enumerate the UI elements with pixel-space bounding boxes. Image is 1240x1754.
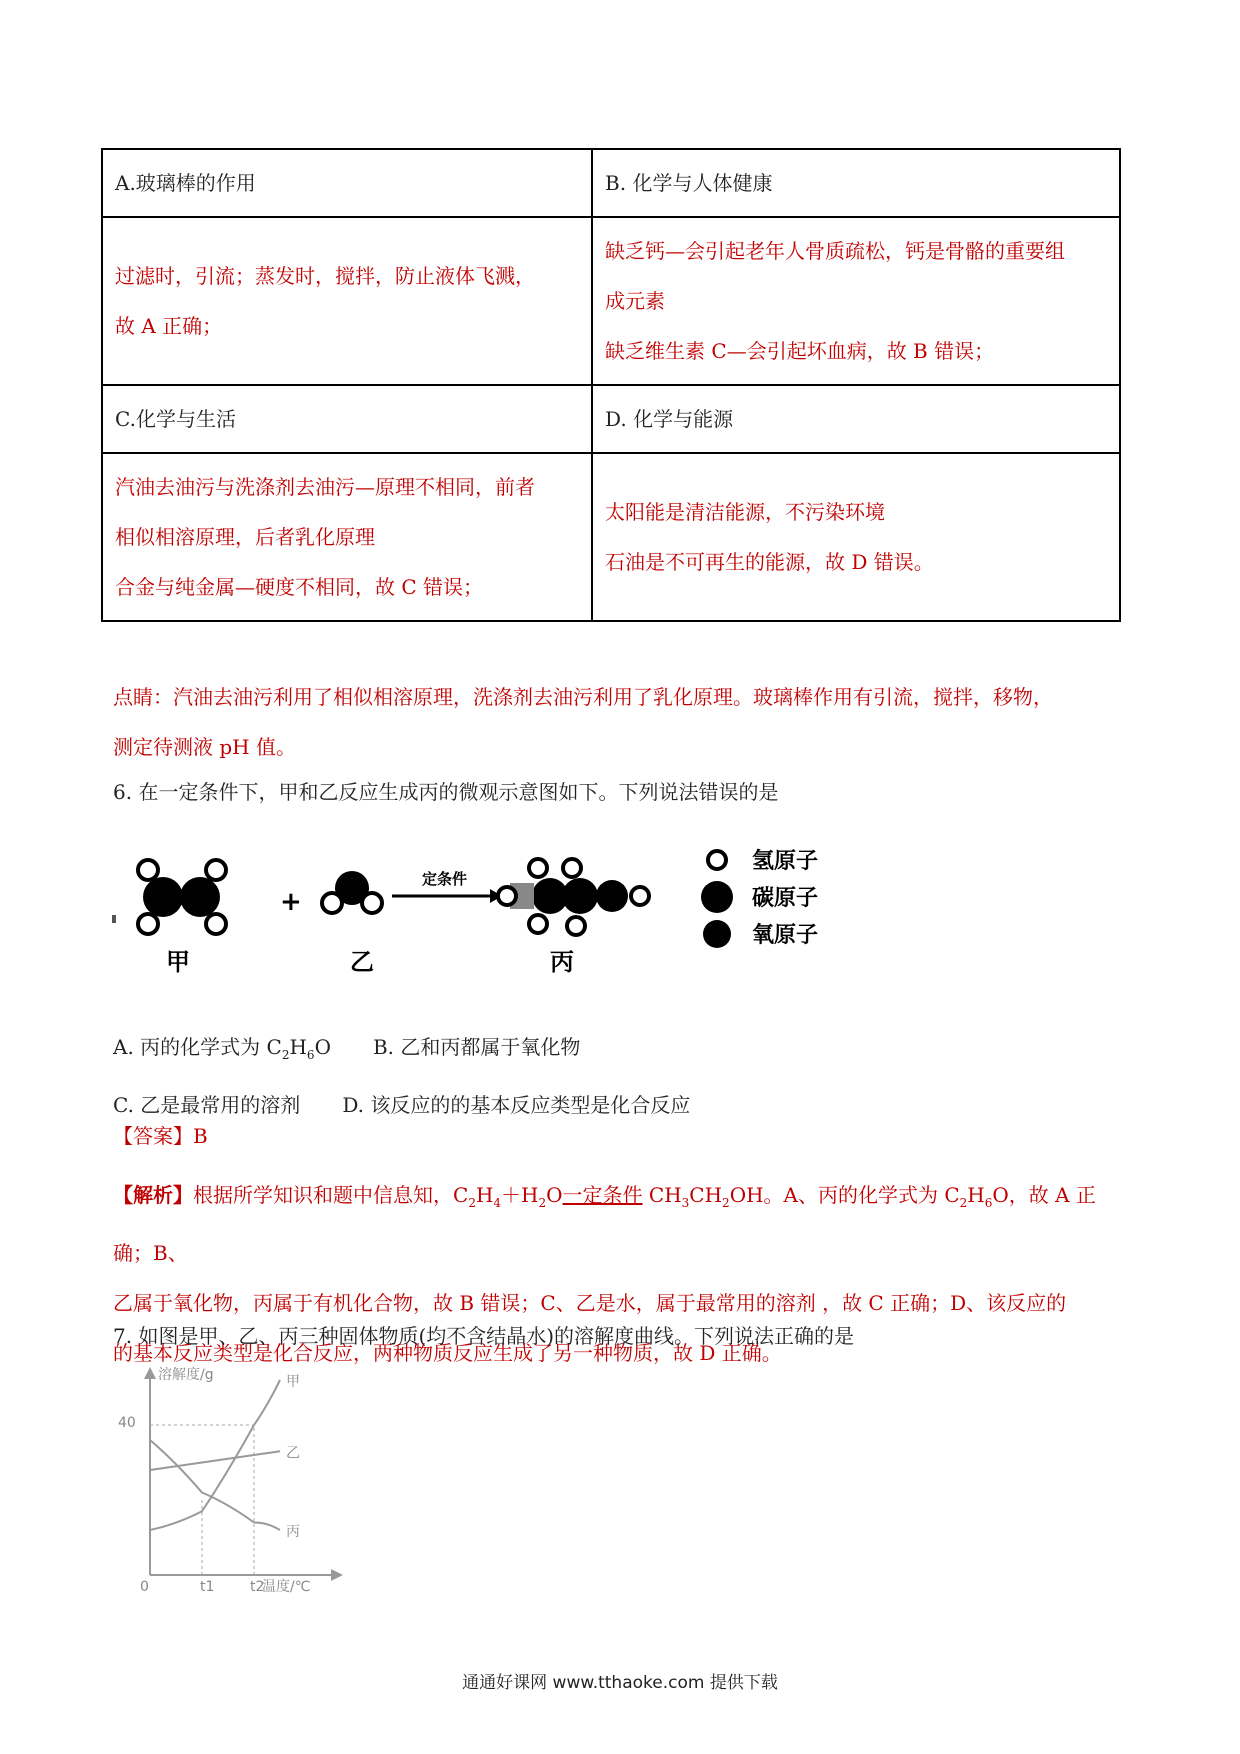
analysis-text: H [475,1183,494,1207]
x-tick-label: t2 [250,1579,265,1595]
molecule-diagram [110,820,870,990]
x-axis-arrow [331,1569,343,1581]
scan-mark [112,915,116,923]
curve-2 [150,1451,280,1470]
subscript: 2 [959,1196,968,1210]
reaction-arrow [392,889,502,903]
chart-guides [150,1425,254,1575]
option-a-text: A. 丙的化学式为 C [113,1035,282,1059]
tip-line: 点睛：汽油去油污利用了相似相溶原理，洗涤剂去油污利用了乳化原理。玻璃棒作用有引流，搅拌，移物， [113,685,1053,709]
page-footer: 通通好课网 www.tthaoke.com 提供下载 [462,1673,778,1693]
cell-a-head [102,149,592,217]
cell-d-line: 石油是不可再生的能源，故 D 错误。 [605,550,934,574]
analysis-text: 根据所学知识和题中信息知，C [193,1183,469,1207]
legend-h-icon [708,851,726,869]
subscript: 2 [468,1196,476,1210]
cell-a-head-text: A.玻璃棒的作用 [115,171,256,195]
analysis-text: O [546,1183,563,1207]
cell-a-line: 故 A 正确； [115,314,223,338]
cell-c-line: 汽油去油污与洗涤剂去油污—原理不相同，前者 [115,475,535,499]
option-row [113,1022,690,1080]
tip-note [113,672,1133,772]
legend-o-label: 氧原子 [752,923,819,948]
cell-a-body [102,217,592,385]
answer-line: 【答案】B [113,1124,208,1148]
molecule-yi [322,871,382,913]
cell-d-head [592,385,1120,453]
legend-c-label: 碳原子 [752,886,819,911]
arrow-condition: 定条件 [422,870,468,888]
label-bing: 丙 [550,948,574,976]
option-b: B. 乙和丙都属于氧化物 [372,1035,581,1059]
question-6-options [113,1022,690,1130]
subscript: 6 [984,1196,993,1210]
cell-c-line: 相似相溶原理，后者乳化原理 [115,525,375,549]
subscript: 2 [281,1048,290,1062]
series-label: 丙 [286,1524,300,1540]
cell-b-line: 缺乏钙—会引起老年人骨质疏松，钙是骨骼的重要组 [605,239,1066,263]
molecule-bing [498,859,649,935]
series-label: 乙 [286,1445,300,1462]
cell-d-head-text: D. 化学与能源 [605,407,734,431]
subscript: 6 [306,1048,315,1062]
subscript: 4 [493,1196,502,1210]
chart-axes [144,1367,343,1581]
y-axis-label: 溶解度/g [158,1367,214,1383]
legend-c-icon [701,881,733,913]
option-a [113,1035,331,1062]
analysis-text: CH [642,1183,682,1207]
cell-d-body [592,453,1120,621]
analysis-text: ＋H [501,1183,539,1207]
option-d: D. 该反应的的基本反应类型是化合反应 [342,1093,691,1117]
analysis-line: 的基本反应类型是化合反应，两种物质反应生成了另一种物质，故 D 正确。 [113,1341,782,1365]
x-tick-label: t1 [200,1579,215,1595]
label-yi: 乙 [350,948,374,976]
plus-sign: + [280,887,302,917]
y-axis-arrow [144,1367,156,1379]
question-7-stem: 7. 如图是甲、乙、丙三种固体物质(均不含结晶水)的溶解度曲线。下列说法正确的是 [113,1324,855,1348]
cell-c-body [102,453,592,621]
subscript: 3 [681,1196,690,1210]
subscript: 2 [538,1196,547,1210]
subscript: 2 [722,1196,730,1210]
tip-line: 测定待测液 pH 值。 [113,735,296,759]
cell-b-line: 成元素 [605,289,666,313]
analysis-line [113,1170,1133,1278]
legend [701,848,818,948]
analysis-line: 乙属于氧化物，丙属于有机化合物，故 B 错误；C、乙是水，属于最常用的溶剂 ，故 C 正确；D、该反应的 [113,1291,1067,1315]
cell-d-line: 太阳能是清洁能源，不污染环境 [605,500,886,524]
comparison-table [101,148,1121,622]
y-tick-label: 40 [118,1415,136,1431]
cell-c-head [102,385,592,453]
analysis-label: 【解析】 [113,1183,193,1207]
molecule-jia [138,860,226,934]
question-6-stem: 6. 在一定条件下，甲和乙反应生成丙的微观示意图如下。下列说法错误的是 [113,780,779,804]
x-tick-label: 0 [140,1579,149,1595]
legend-o-icon [703,920,731,948]
x-axis-label: 温度/℃ [262,1579,311,1595]
cell-b-body [592,217,1120,385]
analysis-text: H [967,1183,985,1207]
cell-c-line: 合金与纯金属—硬度不相同，故 C 错误； [115,575,484,599]
analysis-text: CH [689,1183,723,1207]
chart-curves [150,1374,300,1540]
label-jia: 甲 [166,948,190,976]
cell-b-head [592,149,1120,217]
option-c: C. 乙是最常用的溶剂 [113,1093,301,1117]
analysis-text: OH。A、丙的化学式为 C [729,1183,960,1207]
cell-a-line: 过滤时，引流；蒸发时，搅拌，防止液体飞溅， [115,264,535,288]
option-a-text: H [289,1035,307,1059]
legend-h-label: 氢原子 [752,849,819,874]
option-a-text: O [314,1035,331,1059]
cell-b-line: 缺乏维生素 C—会引起坏血病，故 B 错误； [605,339,995,363]
chart-labels [118,1366,310,1595]
cell-c-head-text: C.化学与生活 [115,407,236,431]
series-label: 甲 [286,1374,300,1390]
solubility-chart [110,1365,390,1595]
cell-b-head-text: B. 化学与人体健康 [605,171,773,195]
reaction-condition: 一定条件 [562,1183,643,1207]
analysis-text: O，故 A 正确；B、 [113,1183,1096,1265]
